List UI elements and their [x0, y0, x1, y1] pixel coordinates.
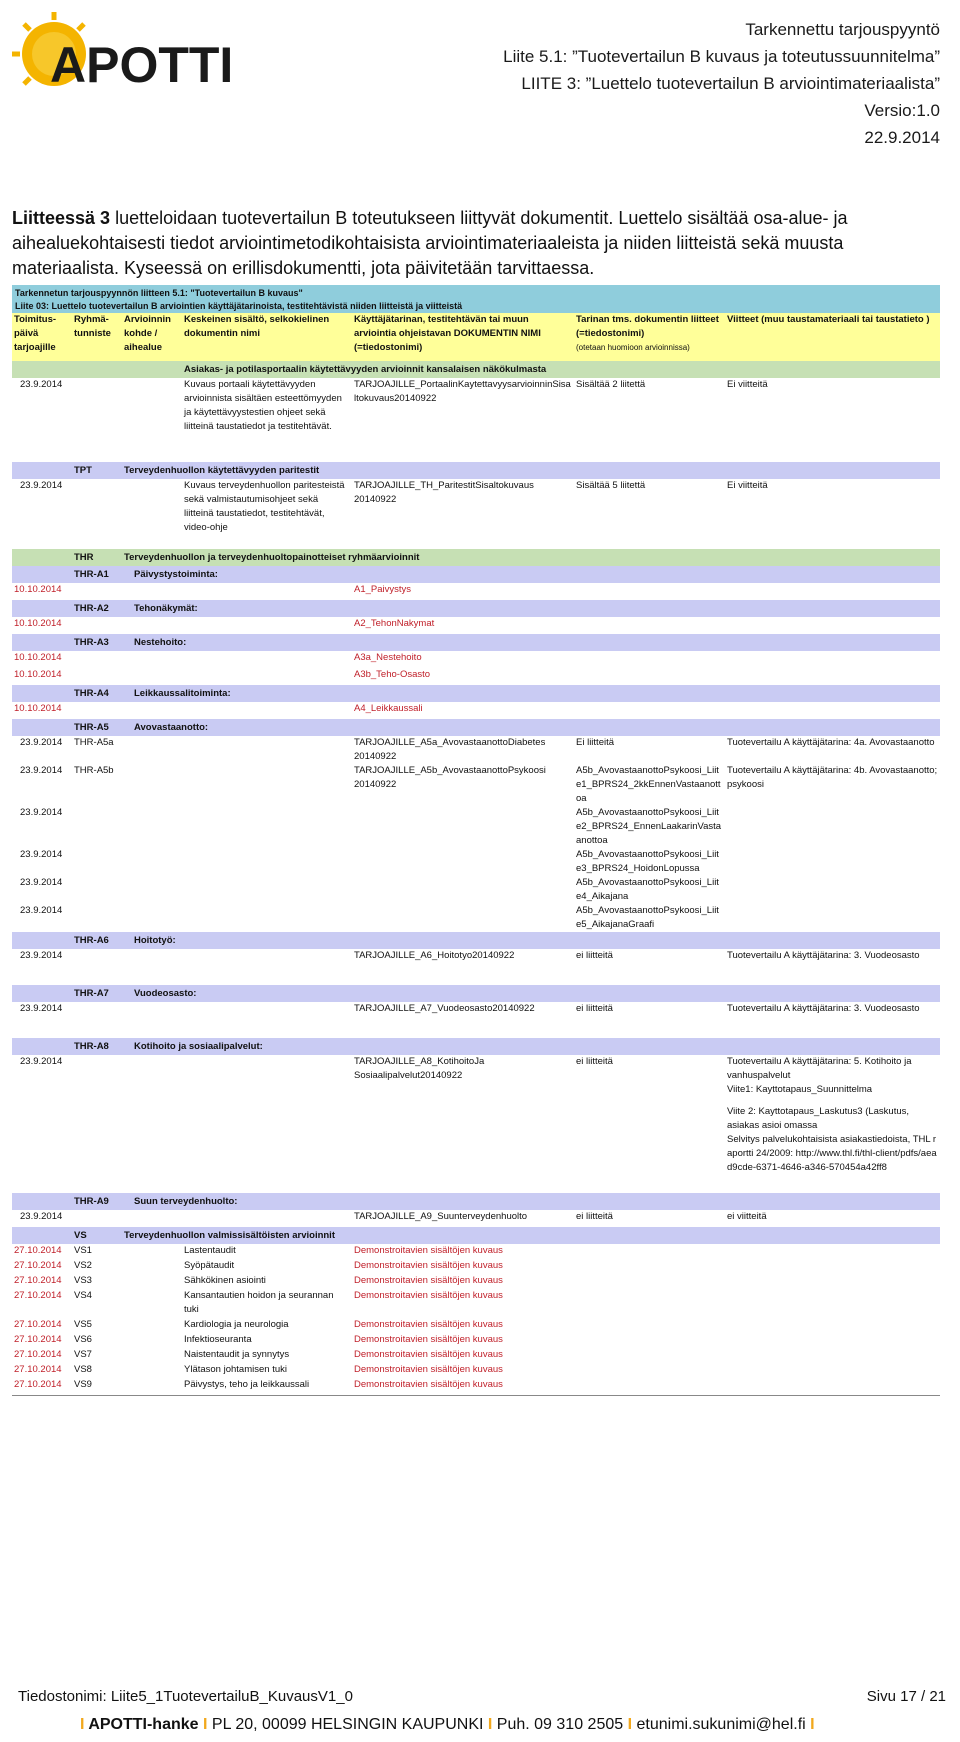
document-header [503, 16, 940, 151]
header-line-3: LIITE 3: ”Luettelo tuotevertailun B arviointimateriaalista” [521, 74, 940, 93]
row-content: Päivystys, teho ja leikkaussali [184, 1379, 310, 1390]
row-document: Demonstroitavien sisältöjen kuvaus [354, 1349, 503, 1360]
row-date: 23.9.2014 [20, 807, 63, 818]
subsection-a8 [12, 1038, 940, 1055]
row-document: Demonstroitavien sisältöjen kuvaus [354, 1290, 503, 1301]
row-date: 10.10.2014 [14, 669, 62, 680]
table-row [12, 651, 940, 668]
subsection-label: Nestehoito: [134, 636, 187, 648]
row-document: TARJOAJILLE_PortaalinKaytettavyysarvioinninSisaltokuvaus20140922 [354, 379, 571, 404]
row-group-id: VS4 [74, 1290, 92, 1301]
table-row [12, 904, 940, 932]
section-portal-label: Asiakas- ja potilasportaalin käytettävyyden arvioinnit kansalaisen näkökulmasta [184, 363, 547, 375]
row-content: Kuvaus terveydenhuollon paritesteistä sekä valmistautumisohjeet sekä liitteinä taustatiedot, testitehtävät, video-ohje [184, 480, 345, 533]
subsection-id: THR-A9 [74, 1195, 109, 1207]
subsection-id: THR-A8 [74, 1040, 109, 1052]
table-bottom-border [12, 1395, 940, 1396]
row-date: 27.10.2014 [14, 1290, 62, 1301]
row-group-id: THR-A5b [74, 765, 114, 776]
reference-3: Viite 2: Kayttotapaus_Laskutus3 (Laskutus, asiakas asioi omassa [727, 1106, 910, 1131]
row-date: 10.10.2014 [14, 703, 62, 714]
row-content: Infektioseuranta [184, 1334, 252, 1345]
row-attachments: A5b_AvovastaanottoPsykoosi_Liite1_BPRS24_2kkEnnenVastaanottoa [576, 765, 721, 804]
row-date: 27.10.2014 [14, 1275, 62, 1286]
row-date: 27.10.2014 [14, 1364, 62, 1375]
subsection-a7 [12, 985, 940, 1002]
row-document: A3b_Teho-Osasto [354, 669, 431, 680]
row-document: TARJOAJILLE_A5a_AvovastaanottoDiabetes 20140922 [354, 737, 546, 762]
row-group-id: VS3 [74, 1275, 92, 1286]
row-attachments: Sisältää 2 liitettä [576, 379, 646, 390]
row-document: Demonstroitavien sisältöjen kuvaus [354, 1379, 503, 1390]
subsection-id: THR-A2 [74, 602, 109, 614]
row-date: 27.10.2014 [14, 1245, 62, 1256]
col-header-attachments-label: Tarinan tms. dokumentin liitteet (=tiedostonimi) [576, 314, 719, 339]
row-attachments: Sisältää 5 liitettä [576, 480, 646, 491]
row-references [725, 1055, 940, 1193]
section-tpt-id: TPT [74, 464, 92, 476]
row-references: Tuotevertailu A käyttäjätarina: 3. Vuodeosasto [727, 950, 920, 961]
row-date: 27.10.2014 [14, 1334, 62, 1345]
row-document: A1_Paivystys [354, 584, 412, 595]
material-table [12, 285, 940, 1396]
row-document: TARJOAJILLE_A5b_AvovastaanottoPsykoosi 20140922 [354, 765, 546, 790]
header-line-2: Liite 5.1: ”Tuotevertailun B kuvaus ja toteutussuunnitelma” [503, 47, 940, 66]
row-attachments: Ei liitteitä [576, 737, 615, 748]
row-group-id: VS7 [74, 1349, 92, 1360]
footer-contact [80, 1716, 815, 1734]
footer-separator: I [627, 1716, 633, 1733]
footer-separator: I [487, 1716, 493, 1733]
row-document: A4_Leikkaussali [354, 703, 423, 714]
table-row [12, 876, 940, 904]
reference-1: Tuotevertailu A käyttäjätarina: 5. Kotihoito ja vanhuspalvelut [727, 1056, 912, 1081]
row-document: Demonstroitavien sisältöjen kuvaus [354, 1334, 503, 1345]
col-header-document: Käyttäjätarinan, testitehtävän tai muun arviointia ohjeistavan DOKUMENTIN NIMI (=tiedostonimi) [354, 314, 541, 353]
table-row [12, 1348, 940, 1363]
header-version: Versio:1.0 [864, 101, 940, 120]
row-attachments: ei liitteitä [576, 1003, 613, 1014]
subsection-a3 [12, 634, 940, 651]
footer-phone: Puh. 09 310 2505 [496, 1716, 624, 1733]
row-date: 23.9.2014 [20, 849, 63, 860]
row-attachments: ei liitteitä [576, 1211, 613, 1222]
col-header-target: Arvioinnin kohde / aihealue [124, 314, 171, 353]
table-row [12, 806, 940, 848]
row-document: Demonstroitavien sisältöjen kuvaus [354, 1245, 503, 1256]
banner-line-1: Tarkennetun tarjouspyynnön liitteen 5.1: "Tuotevertailun B kuvaus" [15, 288, 303, 298]
footer-page-number: Sivu 17 / 21 [866, 1688, 946, 1705]
table-row [12, 1363, 940, 1378]
section-thr-id: THR [74, 551, 94, 563]
subsection-a4 [12, 685, 940, 702]
row-document: A3a_Nestehoito [354, 652, 422, 663]
table-row [12, 764, 940, 806]
table-row [12, 668, 940, 685]
table-row [12, 702, 940, 719]
row-content: Lastentaudit [184, 1245, 236, 1256]
subsection-label: Suun terveydenhuolto: [134, 1195, 238, 1207]
table-row [12, 1333, 940, 1348]
row-content: Syöpätaudit [184, 1260, 235, 1271]
row-group-id: VS1 [74, 1245, 92, 1256]
row-attachments: A5b_AvovastaanottoPsykoosi_Liite2_BPRS24_EnnenLaakarinVastaanottoa [576, 807, 722, 846]
col-header-attachments [574, 313, 725, 361]
col-header-content: Keskeinen sisältö, selkokielinen dokumentin nimi [184, 314, 330, 339]
row-date: 27.10.2014 [14, 1260, 62, 1271]
header-date: 22.9.2014 [864, 128, 940, 147]
section-vs-label: Terveydenhuollon valmissisältöisten arvioinnit [124, 1229, 335, 1241]
footer-address: PL 20, 00099 HELSINGIN KAUPUNKI [211, 1716, 484, 1733]
table-row [12, 479, 940, 549]
row-document: TARJOAJILLE_TH_ParitestitSisaltokuvaus 20140922 [354, 480, 534, 505]
row-group-id: VS8 [74, 1364, 92, 1375]
row-document: A2_TehonNakymat [354, 618, 435, 629]
row-group-id: VS9 [74, 1379, 92, 1390]
svg-text:APOTTI: APOTTI [50, 37, 234, 93]
row-group-id: VS5 [74, 1319, 92, 1330]
row-date: 23.9.2014 [20, 1056, 63, 1067]
col-header-group: Ryhmä-tunniste [74, 314, 111, 339]
row-date: 23.9.2014 [20, 877, 63, 888]
reference-2: Viite1: Kayttotapaus_Suunnittelma [727, 1084, 873, 1095]
apotti-logo [10, 8, 240, 98]
row-date: 23.9.2014 [20, 1003, 63, 1014]
banner-line-2: Liite 03: Luettelo tuotevertailun B arviointien käyttäjätarinoista, testitehtävistä niiden liitteistä ja viitteistä [15, 301, 463, 311]
row-date: 23.9.2014 [20, 480, 63, 491]
subsection-a6 [12, 932, 940, 949]
row-document: Demonstroitavien sisältöjen kuvaus [354, 1319, 503, 1330]
subsection-id: THR-A3 [74, 636, 109, 648]
row-date: 23.9.2014 [20, 905, 63, 916]
row-document: TARJOAJILLE_A6_Hoitotyo20140922 [354, 950, 515, 961]
row-document: TARJOAJILLE_A9_Suunterveydenhuolto [354, 1211, 528, 1222]
row-date: 10.10.2014 [14, 584, 62, 595]
subsection-id: THR-A5 [74, 721, 109, 733]
row-attachments: A5b_AvovastaanottoPsykoosi_Liite4_Aikajana [576, 877, 719, 902]
subsection-label: Hoitotyö: [134, 934, 176, 946]
row-references: ei viitteitä [727, 1211, 767, 1222]
section-tpt-label: Terveydenhuollon käytettävyyden paritestit [124, 464, 320, 476]
row-references: Ei viitteitä [727, 480, 768, 491]
row-document: TARJOAJILLE_A7_Vuodeosasto20140922 [354, 1003, 535, 1014]
footer-filename: Tiedostonimi: Liite5_1TuotevertailuB_KuvausV1_0 [18, 1688, 353, 1705]
section-thr-label: Terveydenhuollon ja terveydenhuoltopainotteiset ryhmäarvioinnit [124, 551, 420, 563]
subsection-label: Tehonäkymät: [134, 602, 198, 614]
table-row [12, 1259, 940, 1274]
subsection-id: THR-A4 [74, 687, 109, 699]
intro-text: luetteloidaan tuotevertailun B toteutukseen liittyvät dokumentit. Luettelo sisältää osa-alue- ja aihealuekohtaisesti tiedot arviointimetodikohtaisista arviointimateriaaleista ja niiden liitteistä sekä muusta materiaalista. Kyseessä on erillisdokumentti, jota päivitetään tarvittaessa. [12, 208, 848, 278]
subsection-id: THR-A6 [74, 934, 109, 946]
table-row [12, 736, 940, 764]
row-date: 10.10.2014 [14, 618, 62, 629]
table-row [12, 617, 940, 634]
row-content: Kardiologia ja neurologia [184, 1319, 289, 1330]
row-date: 10.10.2014 [14, 652, 62, 663]
section-vs [12, 1227, 940, 1244]
footer-separator: I [203, 1716, 208, 1733]
footer-email[interactable]: etunimi.sukunimi@hel.fi [636, 1716, 806, 1733]
table-row [12, 848, 940, 876]
row-date: 23.9.2014 [20, 950, 63, 961]
row-content: Kuvaus portaali käytettävyyden arvioinnista sisältäen esteettömyyden ja käytettävyystestien ohjeet sekä liitteinä taustatiedot ja testitehtävät. [184, 379, 342, 432]
subsection-a2 [12, 600, 940, 617]
reference-4: Selvitys palvelukohtaisista asiakastiedoista, THL raportti 24/2009: http://www.thl.fi/thl-client/pdfs/aead9cde-6371-4646-a346-570454a42ff8 [727, 1134, 937, 1173]
intro-paragraph [12, 206, 952, 281]
row-date: 27.10.2014 [14, 1379, 62, 1390]
section-thr [12, 549, 940, 566]
row-group-id: VS6 [74, 1334, 92, 1345]
table-row [12, 1378, 940, 1393]
row-references: Tuotevertailu A käyttäjätarina: 4a. Avovastaanotto [727, 737, 935, 748]
col-header-references: Viitteet (muu taustamateriaali tai taustatieto ) [727, 314, 930, 325]
row-references: Tuotevertailu A käyttäjätarina: 3. Vuodeosasto [727, 1003, 920, 1014]
table-row [12, 949, 940, 985]
subsection-label: Avovastaanotto: [134, 721, 209, 733]
header-line-1: Tarkennettu tarjouspyyntö [745, 20, 940, 39]
subsection-id: THR-A7 [74, 987, 109, 999]
row-attachments: A5b_AvovastaanottoPsykoosi_Liite5_AikajanaGraafi [576, 905, 719, 930]
row-date: 23.9.2014 [20, 379, 63, 390]
row-date: 27.10.2014 [14, 1319, 62, 1330]
table-row [12, 583, 940, 600]
row-document: TARJOAJILLE_A8_KotihoitoJa Sosiaalipalvelut20140922 [354, 1056, 485, 1081]
section-tpt [12, 462, 940, 479]
row-document: Demonstroitavien sisältöjen kuvaus [354, 1275, 503, 1286]
subsection-a1 [12, 566, 940, 583]
row-document: Demonstroitavien sisältöjen kuvaus [354, 1364, 503, 1375]
footer-org: APOTTI-hanke [88, 1716, 199, 1733]
section-portal [12, 361, 940, 378]
row-document: Demonstroitavien sisältöjen kuvaus [354, 1260, 503, 1271]
table-banner [12, 285, 940, 313]
table-header-row [12, 313, 940, 361]
row-attachments: ei liitteitä [576, 950, 613, 961]
row-date: 23.9.2014 [20, 1211, 63, 1222]
row-content: Naistentaudit ja synnytys [184, 1349, 290, 1360]
row-attachments: ei liitteitä [576, 1056, 613, 1067]
subsection-a5 [12, 719, 940, 736]
row-date: 23.9.2014 [20, 737, 63, 748]
table-row [12, 1002, 940, 1038]
col-header-date: Toimitus-päivä tarjoajille [14, 314, 57, 353]
subsection-id: THR-A1 [74, 568, 109, 580]
table-row [12, 1210, 940, 1227]
col-header-attachments-note: (otetaan huomioon arvioinnissa) [576, 343, 690, 352]
row-references: Ei viitteitä [727, 379, 768, 390]
table-row [12, 378, 940, 462]
table-row [12, 1318, 940, 1333]
row-date: 23.9.2014 [20, 765, 63, 776]
footer-separator: I [80, 1716, 85, 1733]
intro-bold: Liitteessä 3 [12, 208, 111, 228]
subsection-label: Kotihoito ja sosiaalipalvelut: [134, 1040, 263, 1052]
row-references: Tuotevertailu A käyttäjätarina: 4b. Avovastaanotto; psykoosi [727, 765, 938, 790]
table-row [12, 1244, 940, 1259]
table-row [12, 1274, 940, 1289]
row-date: 27.10.2014 [14, 1349, 62, 1360]
subsection-a9 [12, 1193, 940, 1210]
row-content: Kansantautien hoidon ja seurannan tuki [184, 1290, 334, 1315]
subsection-label: Päivystystoiminta: [134, 568, 218, 580]
row-group-id: VS2 [74, 1260, 92, 1271]
row-content: Sähkökinen asiointi [184, 1275, 266, 1286]
row-group-id: THR-A5a [74, 737, 114, 748]
table-row [12, 1055, 940, 1193]
row-content: Ylätason johtamisen tuki [184, 1364, 287, 1375]
subsection-label: Leikkaussalitoiminta: [134, 687, 231, 699]
table-row [12, 1289, 940, 1318]
footer-separator: I [810, 1716, 815, 1733]
row-attachments: A5b_AvovastaanottoPsykoosi_Liite3_BPRS24_HoidonLopussa [576, 849, 719, 874]
subsection-label: Vuodeosasto: [134, 987, 197, 999]
section-vs-id: VS [74, 1229, 87, 1241]
